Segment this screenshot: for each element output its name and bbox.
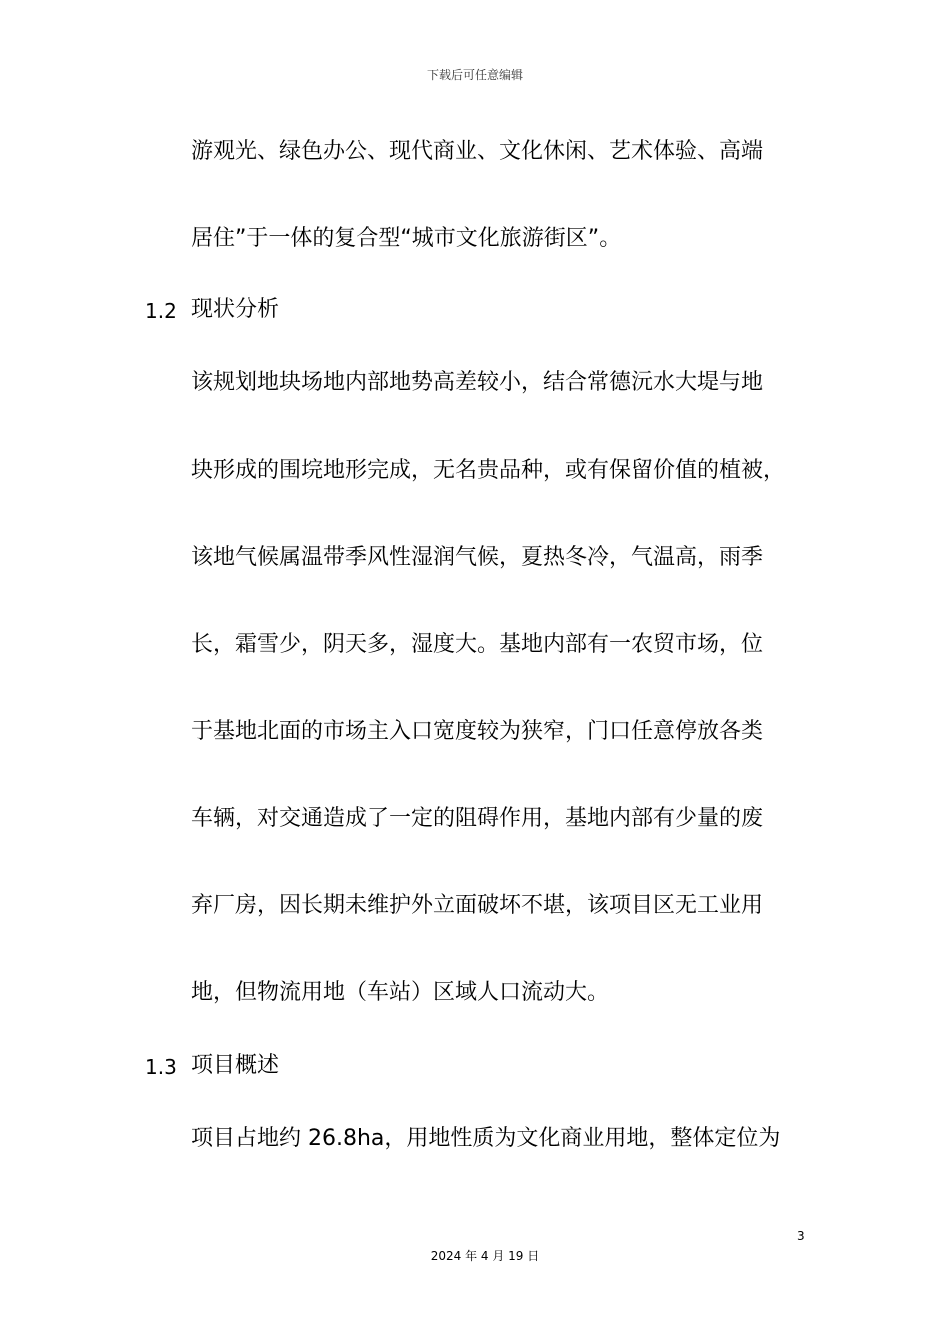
page-number: 3 [797, 1229, 805, 1243]
body-line: 地，但物流用地（车站）区域人口流动大。 [191, 980, 610, 1005]
section-title: 项目概述 [191, 1053, 280, 1078]
body-line: 弃厂房，因长期未维护外立面破坏不堪，该项目区无工业用 [191, 893, 764, 918]
body-line: 该规划地块场地内部地势高差较小，结合常德沅水大堤与地 [191, 370, 764, 395]
body-line: 游观光、绿色办公、现代商业、文化休闲、艺术体验、高端 [191, 139, 764, 164]
section-title: 现状分析 [191, 297, 280, 322]
body-line: 块形成的围垸地形完成，无名贵品种，或有保留价值的植被， [191, 458, 786, 483]
section-number: 1.3 [145, 1055, 177, 1079]
page-header: 下载后可任意编辑 [426, 68, 523, 82]
body-line: 于基地北面的市场主入口宽度较为狭窄，门口任意停放各类 [191, 719, 764, 744]
body-line: 长，霜雪少，阴天多，湿度大。基地内部有一农贸市场，位 [191, 632, 764, 657]
body-line: 居住”于一体的复合型“城市文化旅游街区”。 [191, 226, 622, 251]
body-line: 该地气候属温带季风性湿润气候，夏热冬冷，气温高，雨季 [191, 545, 764, 570]
section-number: 1.2 [145, 299, 177, 323]
page-footer-date: 2024 年 4 月 19 日 [430, 1249, 540, 1263]
body-line: 车辆，对交通造成了一定的阻碍作用，基地内部有少量的废 [191, 806, 764, 831]
body-line: 项目占地约 26.8ha，用地性质为文化商业用地，整体定位为 [191, 1126, 781, 1151]
